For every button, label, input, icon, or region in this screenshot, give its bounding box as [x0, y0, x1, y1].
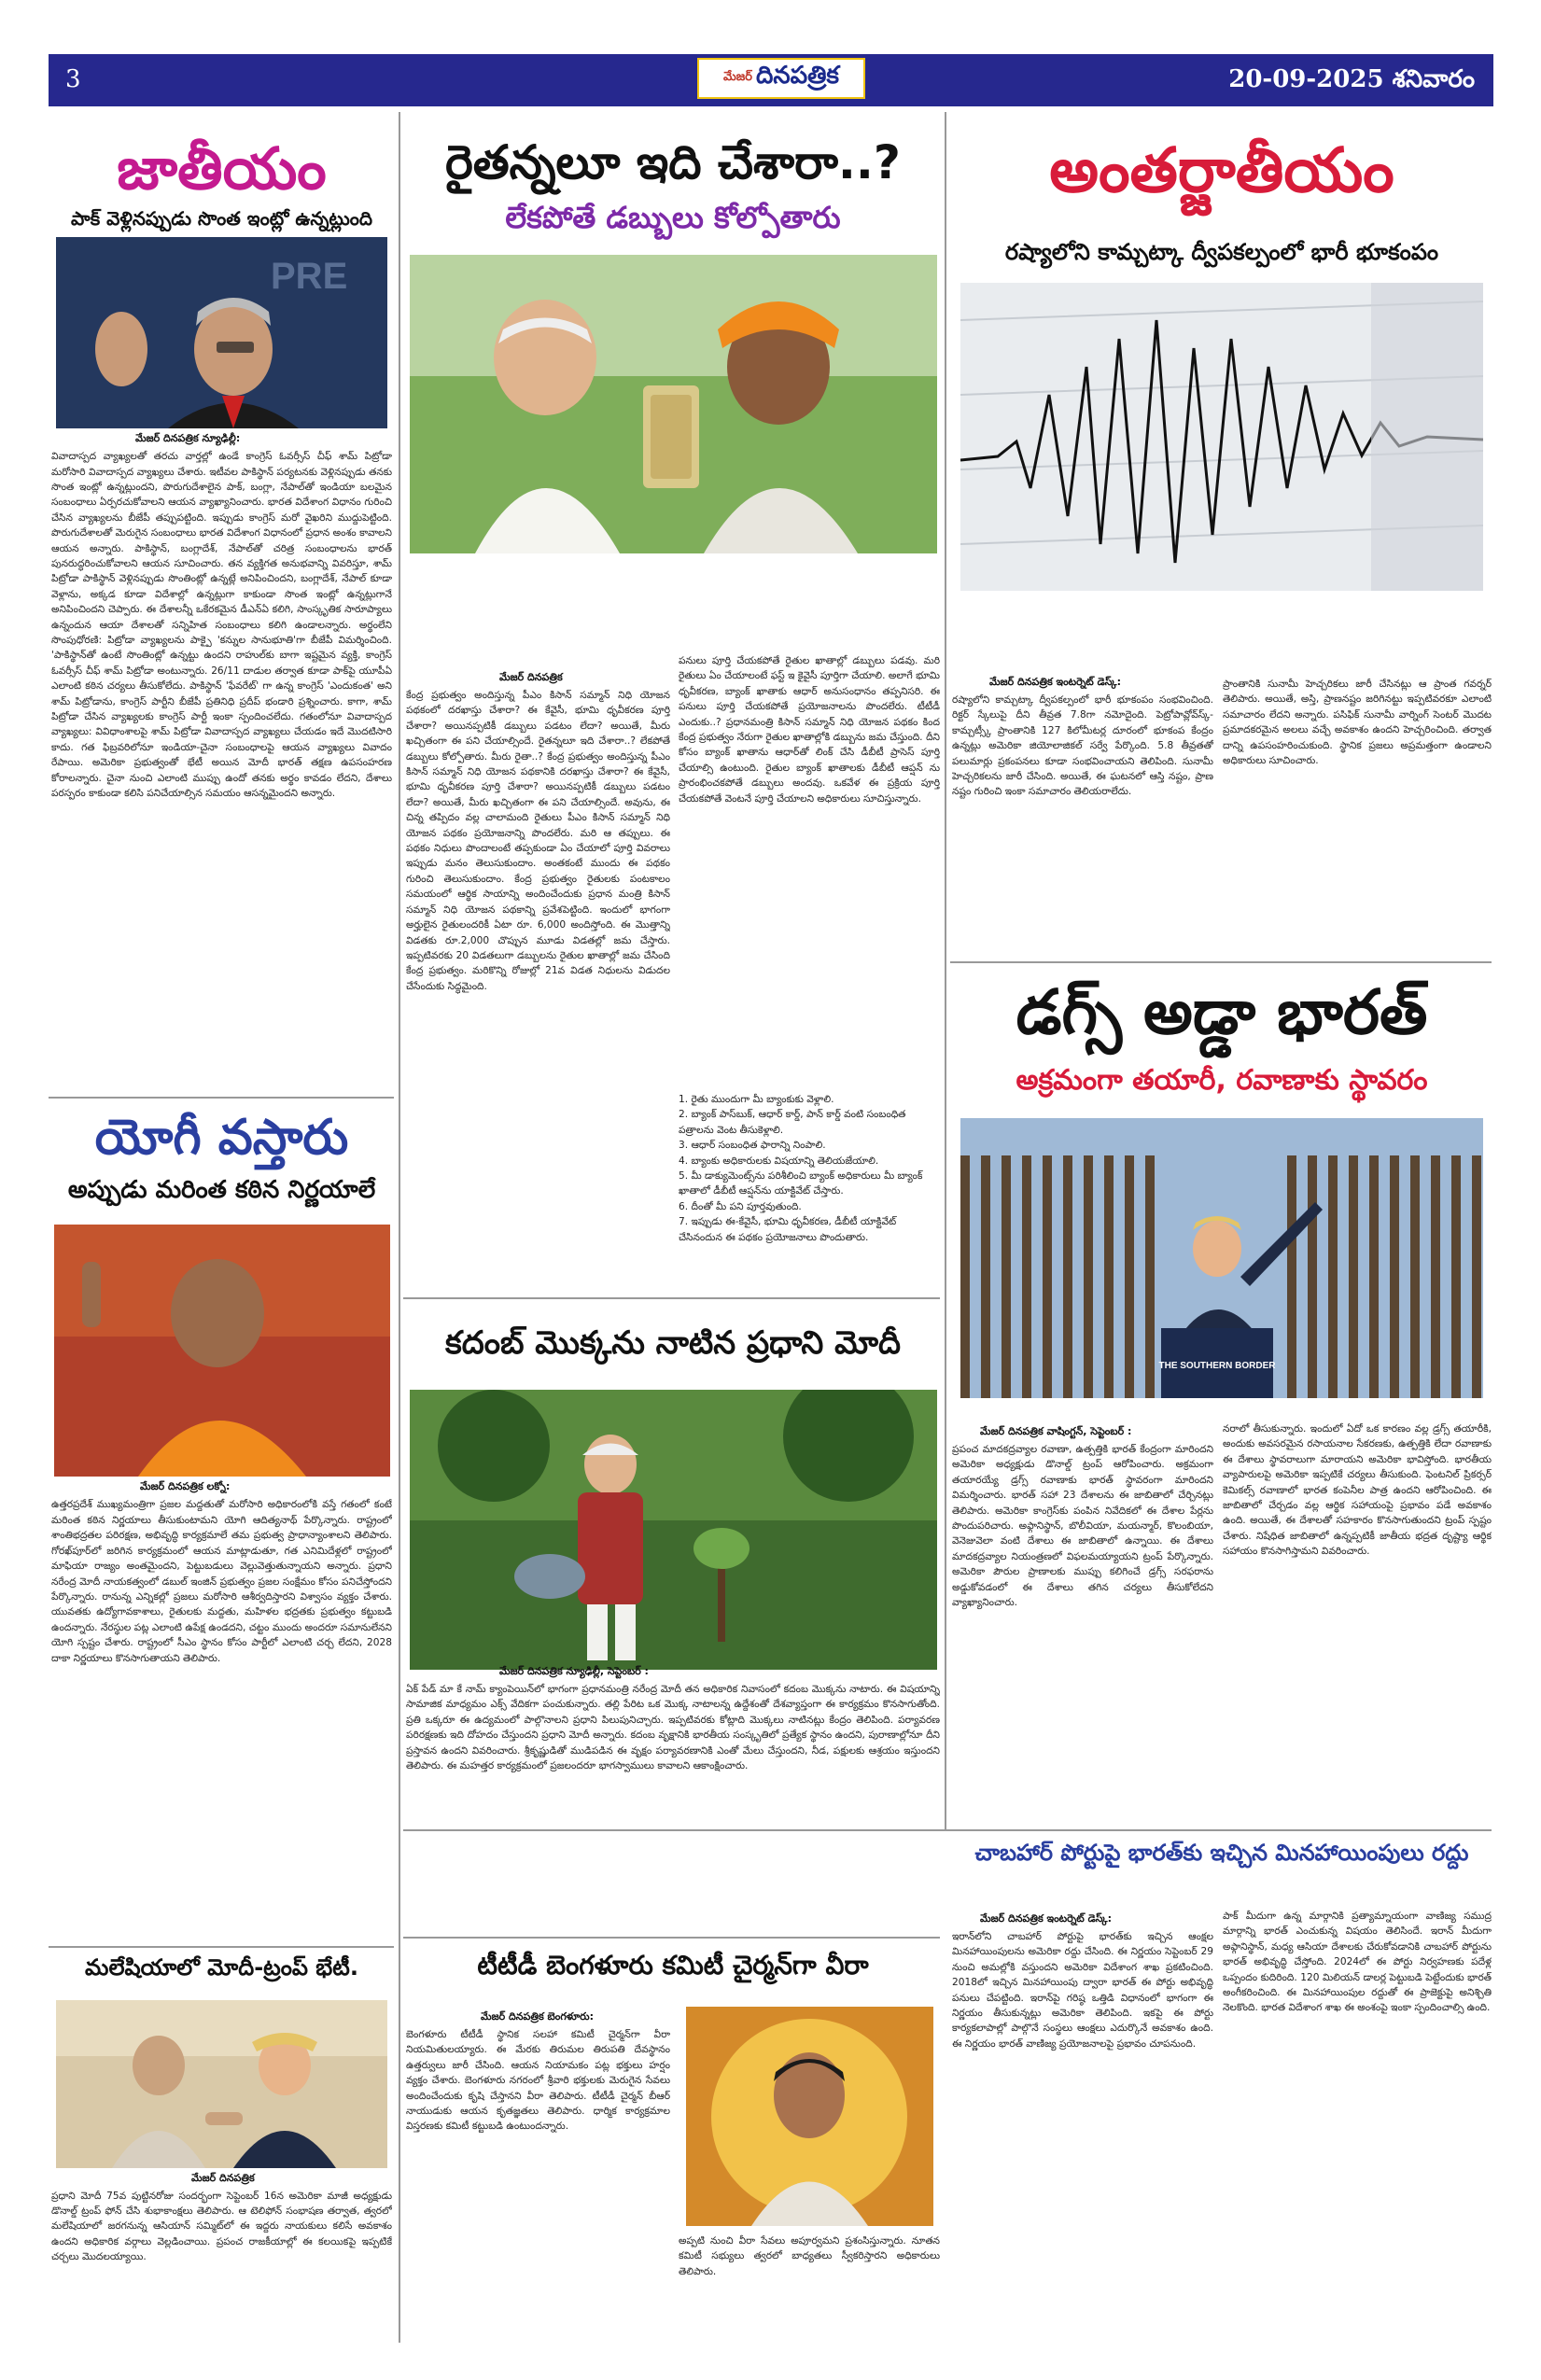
- masthead-bar: [49, 54, 1493, 106]
- drugs-subhead: అక్రమంగా తయారీ, రవాణాకు స్థావరం: [1016, 1064, 1428, 1098]
- ttd-caption: అప్పటి నుంచి వీరా సేవలు అపూర్వమని ప్రశంసిస్తున్నారు. నూతన కమిటీ సభ్యులు త్వరలో బాధ్యతలు స్వీకరిస్తారని అధికారులు తెలిపారు.: [679, 2235, 940, 2277]
- drugs-byline: మేజర్ దినపత్రిక వాషింగ్టన్, సెప్టెంబర్ :: [980, 1425, 1132, 1437]
- farmers-headline: రైతన్నలూ ఇది చేశారా..?: [445, 135, 901, 189]
- national-byline: మేజర్ దినపత్రిక న్యూఢిల్లీ:: [135, 432, 241, 445]
- modi-planting-photo: [410, 1390, 937, 1670]
- logo-small-text: మేజర్: [723, 70, 752, 84]
- farmers-body-right-col: [679, 653, 940, 1245]
- modi-trump-illustration: [56, 2000, 387, 2168]
- svg-text:PRE: PRE: [271, 256, 348, 298]
- seismograph-photo: [960, 283, 1483, 591]
- farmers-step: 2. బ్యాంక్ పాస్‌బుక్, ఆధార్ కార్డ్, పాన్ కార్డ్ వంటి సంబంధిత పత్రాలను వెంట తీసుకెళ్లాలి.: [679, 1109, 906, 1136]
- yogi-illustration: [54, 1225, 390, 1477]
- farmers-step: 6. దీంతో మీ పని పూర్తవుతుంది.: [679, 1200, 802, 1212]
- yogi-headline: యోగీ వస్తారు: [94, 1110, 349, 1166]
- chabahar-body-left-col: [952, 1909, 1213, 2331]
- national-body: వివాదాస్పద వ్యాఖ్యలతో తరచు వార్తల్లో ఉండే కాంగ్రెస్ ఓవర్సీస్ చీఫ్ శామ్ పిట్రోడా మరోసారి వివాదాస్పద వ్యాఖ్యలు చేశారు. ఇటీవల పాకిస్థాన్ పర్యటనకు వెళ్లినప్పుడు తనకు సొంత ఇంట్లో ఉన్నట్లుందని, పొరుగుదేశాలైన పాక్, బంగ్లా, నేపాల్‌తో ఇండియా బలమైన సంబంధాలు ఏర్పరచుకోవాలని ఆయన వ్యాఖ్యానించారు. భారత విదేశాంగ విధానం గురించి చేసిన వ్యాఖ్యలను బీజేపీ తప్పుపట్టింది. ఇప్పుడు కాంగ్రెస్ మరో వైఖరిని ముద్దుపెట్టింది. పొరుగుదేశాలతో మెరుగైన సంబంధాలు భారత విదేశాంగ విధానంలో ప్రధాన అంశం కావాలని ఆయన అన్నారు. పాకిస్థాన్, బంగ్లాదేశ్, నేపాల్‌తో చరిత్ర సంబంధాలను భారత్ పునరుద్ధరించుకోవాలని ఆయన సూచించారు. తన వ్యక్తిగత అనుభవాన్ని వివరిస్తూ, శామ్ పిట్రోడా పాకిస్థాన్ వెళ్లినప్పుడు సొంతింట్లో ఉన్నట్లే అనిపించిందని, బంగ్లాదేశ్, నేపాల్ కూడా వెళ్లాను, అక్కడ కూడా విదేశాల్లో ఉన్నట్లుగా కాకుండా సొంత ఇంట్లో ఉన్నట్లుగానే అనిపించిందని చెప్పారు. ఈ దేశాలన్నీ ఒకేరకమైన డీఎన్ఏ కలిగి, సాంస్కృతిక సారూప్యాలు ఉన్నందున ఆయా దేశాలతో సన్నిహిత సంబంధాలు కలిగి ఉండాలన్నారు. అర్థంలేని సొంపుధోరణి: పిట్రోడా వ్యాఖ్యలను పాక్పై 'కన్నుల సానుభూతి'గా బీజేపీ విమర్శించింది. 'పాకిస్థాన్‌తో ఉంటే సొంతింట్లో ఉన్నట్టు ఉందని రాహుల్‌కు బాగా ఇష్టమైన వ్యక్తి, కాంగ్రెస్ ఓవర్సీస్ చీఫ్ శామ్ పిట్రోడా అంటున్నారు. 26/11 దాడుల తర్వాత కూడా పాక్‌పై యూపీఏ ఎలాంటి కఠిన చర్యలు తీసుకోలేదు. పాకిస్థాన్ 'ఫేవరేట్' గా ఉన్న కాంగ్రెస్ 'ఎందుకంత' అని శామ్ పిట్రోడాను, కాంగ్రెస్ పార్టీని బీజేపీ ప్రతినిధి ప్రదీప్ భండారి ప్రశ్నించారు. కాగా, శామ్ పిట్రోడా చేసిన వ్యాఖ్యలకు కాంగ్రెస్ పార్టీ ఇంకా స్పందించలేదు. గతంలోనూ వివాదాస్పద వ్యాఖ్యలు: వివిధాంశాలపై శామ్ పిట్రోడా వివాదాస్పద వ్యాఖ్యలు చేయడం ఇదే మొదటిసారి కాదు. గత ఫిబ్రవరిలోనూ ఇండియా-చైనా సంబంధాలపై ఆయన వ్యాఖ్యలు వివాదం రేపాయి. అమెరికా ప్రభుత్వంతో భేటీ అయిన మోదీ భారత్ తక్షణ ఉపసంహరణ కోరాలన్నారు. చైనా నుంచి ఎలాంటి ముప్పు ఉందో తనకు అర్థం కావడం లేదని, దేశాలు పరస్పరం కాకుండా కలిసి పనిచేయాల్సిన సమయం ఆసన్నమైందని అన్నారు.: [51, 451, 392, 800]
- podium-sign: THE SOUTHERN BORDER: [1158, 1360, 1276, 1371]
- ttd-section: [406, 1951, 940, 1981]
- column-divider-1: [399, 112, 400, 2343]
- divider-yogi-malaysia: [49, 1946, 394, 1948]
- veera-illustration: [686, 2007, 933, 2226]
- drugs-body-left: ప్రపంచ మాదకద్రవ్యాల రవాణా, ఉత్పత్తికి భారత్ కేంద్రంగా మారిందని అమెరికా అధ్యక్షుడు డొనాల్డ్ ట్రంప్ ఆరోపించారు. అక్రమంగా తయారయ్యే డ్రగ్స్ రవాణాకు భారత్ స్థావరంగా మారిందని విమర్శించారు. భారత్ సహా 23 దేశాలను ఈ జాబితాలో చేర్చినట్లు తెలిపారు. అమెరికా కాంగ్రెస్‌కు పంపిన నివేదికలో ఈ దేశాల పేర్లను పొందుపరిచారు. అఫ్గానిస్థాన్, బొలీవియా, మయన్మార్, కొలంబియా, వెనెజువెలా వంటి దేశాలు ఈ జాబితాలో ఉన్నాయి. ఈ దేశాలు మాదకద్రవ్యాల నియంత్రణలో విఫలమయ్యాయని ట్రంప్ పేర్కొన్నారు. అమెరికా పౌరుల ప్రాణాలకు ముప్పు కలిగించే డ్రగ్స్ సరఫరాను అడ్డుకోవడంలో ఈ దేశాలు తగిన చర్యలు తీసుకోలేదని వ్యాఖ్యానించారు.: [952, 1444, 1213, 1609]
- veera-photo: [686, 2007, 933, 2226]
- issue-date: 20-09-2025 శనివారం: [1228, 65, 1475, 93]
- chabahar-body-right-col: [1223, 1909, 1492, 2329]
- malaysia-body: ప్రధాని మోదీ 75వ పుట్టినరోజు సందర్భంగా సెప్టెంబర్ 16న అమెరికా మాజీ అధ్యక్షుడు డొనాల్డ్ ట్రంప్ ఫోన్ చేసి శుభాకాంక్షలు తెలిపారు. ఆ టెలిఫోన్ సంభాషణ తర్వాత, త్వరలో మలేషియాలో జరగనున్న ఆసియాన్ సమ్మిట్‌లో ఈ ఇద్దరు నాయకులు కలిసే అవకాశం ఉందని అధికారిక వర్గాలు వెల్లడించాయి. ప్రపంచ రాజకీయాల్లో ఈ కలయికపై ఇప్పటికే చర్చలు మొదలయ్యాయి.: [51, 2190, 392, 2263]
- earthquake-body-left-col: [952, 672, 1213, 968]
- earthquake-body-left: రష్యాలోని కామ్చట్కా ద్వీపకల్పంలో భారీ భూకంపం సంభవించింది. రిక్టర్ స్కేలుపై దీని తీవ్రత 7.8గా నమోదైంది. పెట్రోపావ్లోవ్‌స్క్‌-కామ్చట్స్కీ ప్రాంతానికి 127 కిలోమీటర్ల దూరంలో భూకంప కేంద్రం ఉన్నట్లు అమెరికా జియోలాజికల్ సర్వే పేర్కొంది. 5.8 తీవ్రతతో పలుమార్లు ప్రకంపనలు కూడా సంభవించాయని తెలిపింది. సునామీ హెచ్చరికలను జారీ చేసింది. అయితే, ఈ ఘటనలో ఆస్తి నష్టం, ప్రాణ నష్టం గురించి ఇంకా సమాచారం తెలియరాలేదు.: [952, 694, 1213, 798]
- farmers-step: 3. ఆధార్ సంబంధిత ఫారాన్ని నింపాలి.: [679, 1140, 826, 1152]
- chabahar-body-right: పాక్ మీదుగా ఉన్న మార్గానికి ప్రత్యామ్నాయంగా వాణిజ్య సముద్ర మార్గాన్ని భారత్ ఎంచుకున్న విషయం తెలిసిందే. ఇరాన్ మీదుగా అఫ్గానిస్థాన్, మధ్య ఆసియా దేశాలకు చేరుకోవడానికి చాబహార్ పోర్టును భారత్ అభివృద్ధి చేస్తోంది. 2024లో ఈ పోర్టు నిర్వహణకు పదేళ్ల ఒప్పందం కుదిరింది. 120 మిలియన్ డాలర్ల పెట్టుబడి పెట్టేందుకు భారత్ అంగీకరించింది. ఈ మినహాయింపుల రద్దుతో ఈ ప్రాజెక్టుపై అనిశ్చితి నెలకొంది. భారత విదేశాంగ శాఖ ఈ అంశంపై ఇంకా స్పందించాల్సి ఉంది.: [1223, 1911, 1492, 2014]
- newspaper-logo: [697, 58, 865, 99]
- farmers-body-right: పనులు పూర్తి చేయకపోతే రైతుల ఖాతాల్లో డబ్బులు పడవు. మరి రైతులు ఏం చేయాలంటే ఫస్ట్ ఇ కైవైసీ పూర్తిగా చేయాలి. అలాగే భూమి ధృవీకరణ, బ్యాంక్ ఖాతాకు ఆధార్ అనుసంధానం తప్పనిసరి. ఈ పనులు పూర్తి చేయకపోతే ప్రయోజనాలను పొందలేరు. టీటీడీ ఎందుకు..? ప్రధానమంత్రి కిసాన్ సమ్మాన్ నిధి యోజన పథకం కింద కేంద్ర ప్రభుత్వం నేరుగా రైతుల ఖాతాల్లోకి డబ్బును జమ చేస్తుంది. దీని కోసం బ్యాంక్ ఖాతాను ఆధార్‌తో లింక్ చేసి డీబీటీ ప్రాసెస్ పూర్తి చేయాల్సి ఉంటుంది. రైతుల బ్యాంక్ ఖాతాలకు డీబీటీ ఆప్షన్ ను ప్రారంభించకపోతే డబ్బులు అందవు. ఒకవేళ ఈ ప్రక్రియ పూర్తి చేయకపోతే వెంటనే పూర్తి చేయాలని అధికారులు సూచిస్తున్నారు.: [679, 655, 940, 805]
- international-section-title: అంతర్జాతీయం: [1049, 134, 1394, 206]
- farmers-section: [406, 135, 940, 553]
- kadamba-byline: మేజర్ దినపత్రిక న్యూఢిల్లీ, సెప్టెంబర్ :: [499, 1665, 649, 1677]
- ttd-photo-col: [679, 2007, 940, 2308]
- yogi-section: [51, 1110, 392, 1852]
- malaysia-headline: మలేషియాలో మోదీ-ట్రంప్ భేటీ.: [85, 1954, 358, 1981]
- drugs-body-right-col: [1223, 1421, 1492, 1804]
- yogi-byline: మేజర్ దినపత్రిక లక్నో:: [140, 1480, 231, 1493]
- earthquake-headline: రష్యాలోని కామ్చట్కా ద్వీపకల్పంలో భారీ భూకంపం: [1004, 239, 1439, 266]
- ttd-body-col: [406, 2007, 670, 2335]
- yogi-subhead: అప్పుడు మరింత కఠిన నిర్ణయాలే: [67, 1175, 376, 1204]
- trump-border-illustration: [960, 1118, 1483, 1398]
- modi-trump-photo: [56, 2000, 387, 2168]
- farmers-step: 7. ఇప్పుడు ఈ-కేవైసీ, భూమి ధృవీకరణ, డీబీటీ యాక్టివేట్ చేసినందున ఈ పథకం ప్రయోజనాలు పొందుతారు.: [679, 1216, 897, 1243]
- yogi-body: ఉత్తరప్రదేశ్ ముఖ్యమంత్రిగా ప్రజల మద్దతుతో మరోసారి అధికారంలోకి వస్తే గతంలో కంటే మరింత కఠిన నిర్ణయాలు తీసుకుంటామని యోగి ఆదిత్యనాథ్ పేర్కొన్నారు. రాష్ట్రంలో శాంతిభద్రతల పరిరక్షణ, అభివృద్ధి కార్యక్రమాలే తమ ప్రభుత్వ ప్రాధాన్యాంశాలని తెలిపారు. గోరఖ్‌పూర్‌లో జరిగిన కార్యక్రమంలో ఆయన మాట్లాడుతూ, గత ఎనిమిదేళ్లలో రాష్ట్రంలో మాఫియా రాజ్యం అంతమైందని, పెట్టుబడులు వెల్లువెత్తుతున్నాయని అన్నారు. ప్రధాని నరేంద్ర మోదీ నాయకత్వంలో డబుల్ ఇంజిన్ ప్రభుత్వం ప్రజల సంక్షేమం కోసం పనిచేస్తోందని పేర్కొన్నారు. రానున్న ఎన్నికల్లో ప్రజలు మరోసారి ఆశీర్వదిస్తారని విశ్వాసం వ్యక్తం చేశారు. యువతకు ఉద్యోగావకాశాలు, రైతులకు మద్దతు, మహిళల భద్రతకు ప్రభుత్వం కట్టుబడి ఉందన్నారు. నేరస్థుల పట్ల ఎలాంటి ఉపేక్ష ఉండదని, చట్టం ముందు అందరూ సమానులేనని యోగి స్పష్టం చేశారు. రాష్ట్రంలో సీఎం స్థానం కోసం పార్టీలో ఎలాంటి చర్చ లేదని, 2028 దాకా నిర్ణయాలు కొనసాగుతాయని తెలిపారు.: [51, 1499, 392, 1664]
- earthquake-body-right: ప్రాంతానికి సునామీ హెచ్చరికలు జారీ చేసినట్లు ఆ ప్రాంత గవర్నర్ తెలిపారు. అయితే, అస్తి, ప్రాణనష్టం జరిగినట్టు ఇప్పటివరకూ ఎలాంటి సమాచారం లేదని అన్నారు. పసిఫిక్ సునామీ వార్నింగ్ సెంటర్ మొదట ప్రమాదకరమైన అలలు వచ్చే అవకాశం ఉందని హెచ్చరించింది. తర్వాత దాన్ని ఉపసంహరించుకుంది. స్థానిక ప్రజలు అప్రమత్తంగా ఉండాలని అధికారులు సూచించారు.: [1223, 679, 1492, 767]
- farmers-subhead: లేకపోతే డబ్బులు కోల్పోతారు: [505, 199, 841, 235]
- ttd-body: బెంగళూరు టీటీడీ స్థానిక సలహా కమిటీ చైర్మన్‌గా వీరా నియమితులయ్యారు. ఈ మేరకు తిరుమల తిరుపతి దేవస్థానం ఉత్తర్వులు జారీ చేసింది. ఆయన నియామకం పట్ల భక్తులు హర్షం వ్యక్తం చేశారు. బెంగళూరు నగరంలో శ్రీవారి భక్తులకు మెరుగైన సేవలు అందించేందుకు కృషి చేస్తానని వీరా తెలిపారు. టీటీడీ చైర్మన్ బీఆర్ నాయుడుకు ఆయన కృతజ్ఞతలు తెలిపారు. ధార్మిక కార్యక్రమాల విస్తరణకు కమిటీ కట్టుబడి ఉంటుందన్నారు.: [406, 2029, 670, 2133]
- modi-farmer-photo: [410, 255, 937, 553]
- chabahar-section: [952, 1841, 1492, 1867]
- drugs-body-left-col: [952, 1421, 1213, 1811]
- chabahar-headline: చాబహార్ పోర్టుపై భారత్‌కు ఇచ్చిన మినహాయింపులు రద్దు: [974, 1840, 1469, 1866]
- modi-farmer-illustration: [410, 255, 937, 553]
- malaysia-section: [51, 1955, 392, 2282]
- kadamba-body: ఏక్ పేడ్ మా కే నామ్ క్యాంపెయిన్‌లో భాగంగా ప్రధానమంత్రి నరేంద్ర మోదీ తన అధికారిక నివాసంలో కదంబ మొక్కను నాటారు. ఈ విషయాన్ని సామాజిక మాధ్యమం ఎక్స్ వేదికగా పంచుకున్నారు. తల్లి పేరిట ఒక మొక్క నాటాలన్న ఉద్దేశంతో దేశవ్యాప్తంగా ఈ కార్యక్రమం కొనసాగుతోంది. ప్రతి ఒక్కరూ ఈ ఉద్యమంలో పాల్గొనాలని ప్రధాని పిలుపునిచ్చారు. ఇప్పటివరకు కోట్లాది మొక్కలు నాటినట్లు కేంద్రం తెలిపింది. పర్యావరణ పరిరక్షణకు ఇది దోహదం చేస్తుందని ప్రధాని మోదీ అన్నారు. కదంబ వృక్షానికి భారతీయ సంస్కృతిలో ప్రత్యేక స్థానం ఉందని, పురాణాల్లోనూ దీని ప్రస్తావన ఉందని వివరించారు. శ్రీకృష్ణుడితో ముడిపడిన ఈ వృక్షం పర్యావరణానికి ఎంతో మేలు చేస్తుందని, నీడ, పక్షులకు ఆశ్రయం ఇస్తుందని తెలిపారు. ఈ మహత్తర కార్యక్రమంలో ప్రజలందరూ భాగస్వాములు కావాలని ఆకాంక్షించారు.: [406, 1684, 940, 1772]
- farmers-step: 4. బ్యాంకు అధికారులకు విషయాన్ని తెలియజేయాలి.: [679, 1155, 879, 1167]
- drugs-section: [952, 976, 1492, 1398]
- trump-border-photo: [960, 1118, 1483, 1398]
- farmers-body-left: కేంద్ర ప్రభుత్వం అందిస్తున్న పీఎం కిసాన్ సమ్మాన్ నిధి యోజన పథకంలో దరఖాస్తు చేశారా? ఈ కేవైసీ, భూమి ధృవీకరణ పూర్తి చేశారా? అయినప్పటికీ డబ్బులు పడటం లేదా? అయితే, మీరు ఖచ్చితంగా ఈ పని చేయాల్సిందే. రైతన్నలూ ఇది చేశారా..? లేకపోతే డబ్బులు కోల్పోతారు. మీరు రైతా..? కేంద్ర ప్రభుత్వం అందిస్తున్న పీఎం కిసాన్ సమ్మాన్ నిధి యోజన పథకానికి దరఖాస్తు చేశారా? ఈ కేవైసీ, భూమి ధృవీకరణ పూర్తి చేశారా? అయినప్పటికీ డబ్బులు పడటం లేదా? అయితే, మీరు ఖచ్చితంగా ఈ పని చేయాల్సిందే. అవును, ఈ చిన్న తప్పిదం వల్ల చాలామంది రైతులు పీఎం కిసాన్ సమ్మాన్ నిధి యోజన పథకం ప్రయోజనాన్ని పొందలేరు. మరి ఆ తప్పులు. ఈ పథకం నిధులు పొందాలంటే తప్పకుండా ఏం చేయాలో పూర్తి వివరాలు ఇప్పుడు మనం తెలుసుకుందాం. అంతకంటే ముందు ఈ పథకం గురించి తెలుసుకుందాం. కేంద్ర ప్రభుత్వం రైతులకు పంటకాలం సమయంలో ఆర్థిక సాయాన్ని అందించేందుకు ప్రధాన మంత్రి కిసాన్ సమ్మాన్ నిధి యోజన పథకాన్ని ప్రవేశపెట్టింది. ఇందులో భాగంగా అర్హులైన రైతులందరికీ ఏటా రూ. 6,000 అందిస్తోంది. ఈ మొత్తాన్ని విడతకు రూ.2,000 చొప్పున మూడు విడతల్లో జమ చేస్తారు. ఇప్పటివరకు 20 విడతలుగా డబ్బులను రైతుల ఖాతాల్లో జమ చేసింది కేంద్ర ప్రభుత్వం. మరికొన్ని రోజుల్లో 21వ విడత నిధులను విడుదల చేసేందుకు సిద్ధమైంది.: [406, 690, 670, 992]
- divider-drugs-chabahar: [403, 1829, 1492, 1831]
- farmers-byline: మేజర్ దినపత్రిక: [499, 671, 563, 683]
- chabahar-byline: మేజర్ దినపత్రిక ఇంటర్నెట్ డెస్క్:: [980, 1912, 1113, 1925]
- logo-text: దినపత్రిక: [755, 62, 839, 90]
- farmers-body-left-col: [406, 667, 670, 1304]
- divider-kadamba-ttd: [403, 1937, 940, 1939]
- earthquake-byline: మేజర్ దినపత్రిక ఇంటర్నెట్ డెస్క్:: [989, 676, 1122, 688]
- pitroda-illustration: [56, 237, 387, 428]
- kadamba-headline: కదంబ్ మొక్కను నాటిన ప్రధాని మోదీ: [444, 1324, 902, 1362]
- national-section: [51, 134, 392, 1177]
- drugs-headline: డగ్స్ అడ్డా భారత్: [1016, 976, 1428, 1048]
- malaysia-byline: మేజర్ దినపత్రిక: [191, 2171, 255, 2184]
- farmers-steps-list: [679, 1092, 940, 1245]
- page-number: 3: [65, 65, 81, 93]
- kadamba-body-col: [406, 1661, 940, 1822]
- modi-planting-illustration: [410, 1390, 937, 1670]
- ttd-headline: టీటీడీ బెంగళూరు కమిటీ చైర్మన్‌గా వీరా: [477, 1950, 869, 1981]
- chabahar-body-left: ఇరాన్‌లోని చాబహార్ పోర్టుపై భారత్‌కు ఇచ్చిన ఆంక్షల మినహాయింపులను అమెరికా రద్దు చేసింది. ఈ నిర్ణయం సెప్టెంబర్ 29 నుంచి అమల్లోకి వస్తుందని అమెరికా విదేశాంగ శాఖ ప్రకటించింది. 2018లో ఇచ్చిన మినహాయింపు ద్వారా భారత్ ఈ పోర్టు అభివృద్ధి పనులు చేపట్టింది. ఇరాన్‌పై గరిష్ఠ ఒత్తిడి విధానంలో భాగంగా ఈ నిర్ణయం తీసుకున్నట్లు అమెరికా తెలిపింది. ఇకపై ఈ పోర్టు కార్యకలాపాల్లో పాల్గొనే సంస్థలు ఆంక్షలు ఎదుర్కొనే అవకాశం ఉంది. ఈ నిర్ణయం భారత్ వాణిజ్య ప్రయోజనాలపై ప్రభావం చూపనుంది.: [952, 1931, 1213, 2050]
- yogi-photo: [54, 1225, 390, 1477]
- earthquake-body-right-col: [1223, 677, 1492, 957]
- ttd-byline: మేజర్ దినపత్రిక బెంగళూరు:: [481, 2010, 594, 2023]
- seismograph-illustration: [960, 283, 1483, 591]
- national-section-title: జాతీయం: [117, 134, 327, 203]
- farmers-step: 1. రైతు ముందుగా మీ బ్యాంకుకు వెళ్లాలి.: [679, 1094, 834, 1105]
- pitroda-photo: [56, 237, 387, 428]
- national-headline: పాక్ వెళ్లినప్పుడు సొంత ఇంట్లో ఉన్నట్లుంది: [70, 207, 372, 231]
- international-section: [952, 134, 1492, 591]
- farmers-step: 5. మీ డాక్యుమెంట్స్‌ను పరిశీలించి బ్యాంక్ అధికారులు మీ బ్యాంక్ ఖాతాలో డీబీటీ ఆప్షన్‌ను యాక్టివేట్ చేస్తారు.: [679, 1170, 923, 1197]
- column-divider-2: [945, 112, 946, 1829]
- drugs-body-right: నరాలో తీసుకున్నారు. ఇందులో ఏదో ఒక కారణం వల్ల డ్రగ్స్ తయారీకి, అందుకు అవసరమైన రసాయనాల సేకరణకు, ఉత్పత్తికి లేదా రవాణాకు ఈ దేశాలు స్థావరాలుగా మారాయని అమెరికా భావిస్తోంది. భారతీయ వ్యాపారులపై అమెరికా ఇప్పటికే చర్యలు తీసుకుంది. ఫెంటనిల్ ప్రికర్సర్ కెమికల్స్ రవాణాలో భారత కంపెనీల పాత్ర ఉందని ఆరోపించింది. ఈ జాబితాలో చేర్చడం వల్ల ఆర్థిక సహాయంపై ప్రభావం పడే అవకాశం ఉంది. అయితే, ఈ దేశాలతో సహకారం కొనసాగుతుందని ట్రంప్ స్పష్టం చేశారు. నిషేధిత జాబితాలో ఉన్నప్పటికీ జాతీయ భద్రత దృష్ట్యా ఆర్థిక సహాయం కొనసాగిస్తామని వివరించారు.: [1223, 1423, 1492, 1558]
- kadamba-section: [406, 1325, 940, 1670]
